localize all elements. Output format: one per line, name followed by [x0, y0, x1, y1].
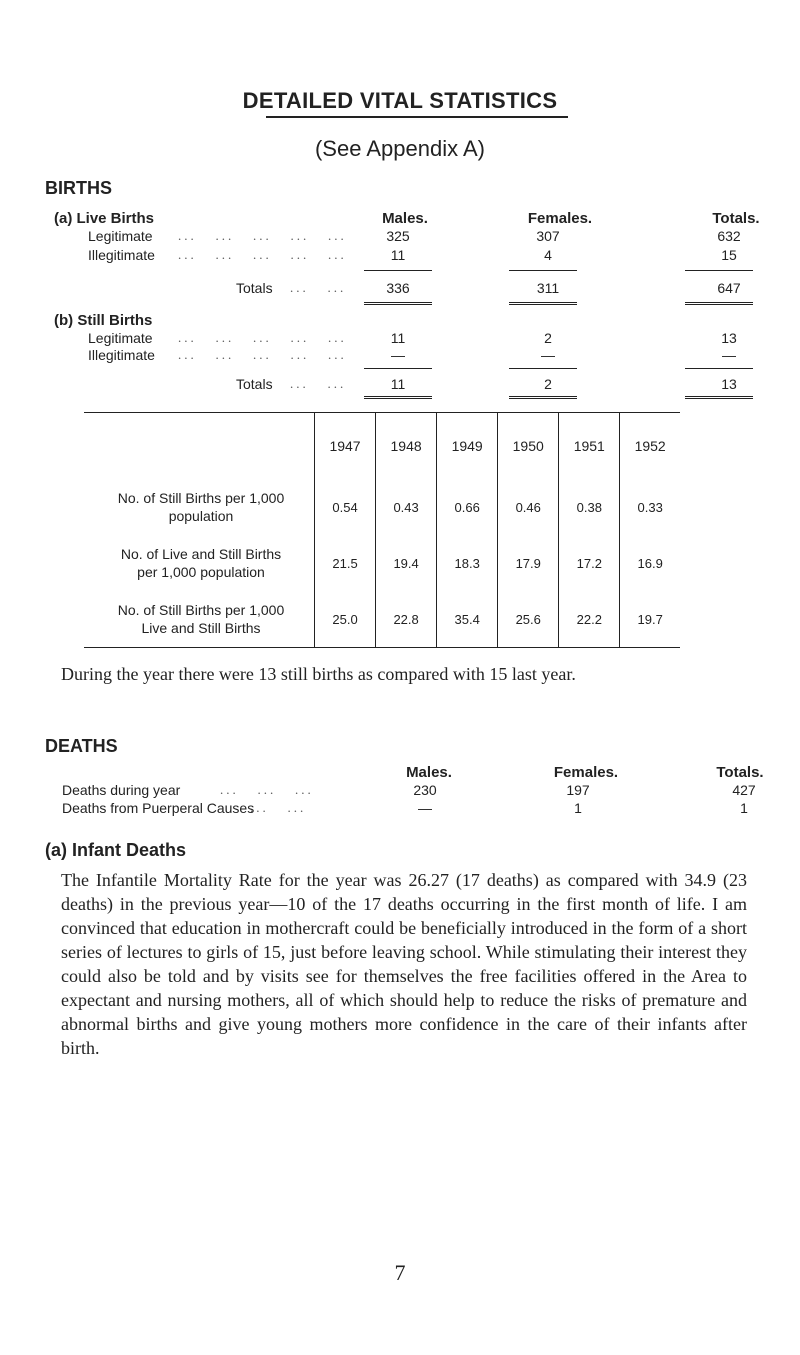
table-cell: 22.2	[559, 591, 620, 648]
deaths-during-year-label: Deaths during year	[62, 782, 181, 798]
still-totals-males: 11	[390, 376, 406, 392]
deaths-females-header: Females.	[553, 764, 619, 781]
deaths-during-year-females: 197	[566, 782, 590, 798]
deaths-heading: DEATHS	[45, 736, 118, 756]
table-cell: 21.5	[315, 535, 376, 591]
leader-dots: ... ...	[290, 280, 347, 295]
still-illegitimate-label: Illegitimate	[88, 347, 155, 363]
infant-deaths-paragraph: The Infantile Mortality Rate for the year was 26.27 (17 deaths) as compared with 34.9 (23 deaths) in the previous year—10 of the 17 deaths occurring in the first month of life. I am convinced that education in mothercraft could be beneficially introduced in the form of a short series of lectures to girls of 15, just before leaving school. While stimulating their interest they could also be told and by visits see for themselves the free facilities offered in the Area to expectant and nursing mothers, all of which should help to reduce the risks of premature and abnormal births and give young mothers more confidence in the care of their infants after birth.	[61, 870, 747, 1058]
table-cell: 19.7	[620, 591, 680, 648]
subtotal-rule	[509, 270, 577, 271]
still-totals-totals: 13	[721, 376, 737, 392]
live-births-heading: (a) Live Births	[54, 210, 155, 227]
total-double-rule	[509, 396, 577, 399]
subtotal-rule	[364, 368, 432, 369]
row-label	[84, 479, 315, 535]
live-legitimate-females: 307	[536, 228, 560, 244]
row-label-line: per 1,000 population	[137, 564, 265, 580]
table-row	[84, 591, 680, 648]
leader-dots: ... ... ... ... ...	[178, 228, 347, 243]
year-header: 1951	[559, 413, 620, 480]
leader-dots: ... ... ... ... ...	[178, 347, 347, 362]
still-birth-rates-table	[84, 412, 680, 648]
year-header: 1947	[315, 413, 376, 480]
table-cell: 0.43	[376, 479, 437, 535]
deaths-puerperal-males: —	[418, 800, 432, 816]
deaths-puerperal-females: 1	[574, 800, 582, 816]
total-double-rule	[685, 396, 753, 399]
year-header: 1948	[376, 413, 437, 480]
still-totals-label: Totals	[236, 376, 273, 392]
still-legitimate-label: Legitimate	[88, 330, 153, 346]
year-header: 1952	[620, 413, 680, 480]
subtotal-rule	[364, 270, 432, 271]
still-legitimate-totals: 13	[721, 330, 737, 346]
row-label-line: population	[168, 508, 234, 524]
births-heading: BIRTHS	[45, 178, 112, 198]
table-cell: 18.3	[437, 535, 498, 591]
table-cell: 25.6	[498, 591, 559, 648]
table-row	[84, 535, 680, 591]
total-double-rule	[364, 302, 432, 305]
table-cell: 35.4	[437, 591, 498, 648]
table-cell: 0.38	[559, 479, 620, 535]
still-illegitimate-totals: —	[722, 347, 736, 363]
subtotal-rule	[685, 368, 753, 369]
deaths-totals-header: Totals.	[716, 764, 764, 781]
infant-deaths-heading: (a) Infant Deaths	[45, 840, 187, 860]
year-header: 1949	[437, 413, 498, 480]
page-subtitle: (See Appendix A)	[314, 136, 485, 161]
deaths-males-header: Males.	[406, 764, 452, 781]
table-cell: 22.8	[376, 591, 437, 648]
live-totals-females: 311	[536, 280, 560, 296]
year-header: 1950	[498, 413, 559, 480]
leader-dots: ... ...	[250, 800, 307, 815]
births-males-header: Males.	[382, 210, 428, 227]
leader-dots: ... ...	[290, 376, 347, 391]
live-illegitimate-totals: 15	[721, 247, 737, 263]
live-illegitimate-label: Illegitimate	[88, 247, 155, 263]
page-title: DETAILED VITAL STATISTICS	[242, 88, 558, 113]
table-cell: 0.54	[315, 479, 376, 535]
table-cell: 17.9	[498, 535, 559, 591]
table-cell: 0.46	[498, 479, 559, 535]
live-totals-males: 336	[386, 280, 410, 296]
row-label-line: No. of Still Births per 1,000	[117, 602, 285, 618]
table-cell: 25.0	[315, 591, 376, 648]
live-legitimate-males: 325	[386, 228, 410, 244]
table-cell: 0.66	[437, 479, 498, 535]
deaths-during-year-totals: 427	[732, 782, 756, 798]
live-legitimate-label: Legitimate	[88, 228, 153, 244]
table-cell: 0.33	[620, 479, 680, 535]
still-illegitimate-females: —	[541, 347, 555, 363]
table-cell: 19.4	[376, 535, 437, 591]
still-births-note: During the year there were 13 still births as compared with 15 last year.	[61, 664, 576, 684]
births-females-header: Females.	[527, 210, 593, 227]
row-label-line: Live and Still Births	[141, 620, 261, 636]
still-totals-females: 2	[544, 376, 552, 392]
still-births-heading: (b) Still Births	[54, 312, 153, 329]
deaths-puerperal-label: Deaths from Puerperal Causes	[62, 800, 255, 816]
row-label-line: No. of Live and Still Births	[120, 546, 282, 562]
table-row	[84, 479, 680, 535]
leader-dots: ... ... ... ... ...	[178, 247, 347, 262]
total-double-rule	[685, 302, 753, 305]
still-legitimate-females: 2	[544, 330, 552, 346]
live-legitimate-totals: 632	[717, 228, 741, 244]
live-totals-totals: 647	[717, 280, 741, 296]
table-cell: 17.2	[559, 535, 620, 591]
total-double-rule	[509, 302, 577, 305]
table-corner	[84, 413, 315, 480]
live-illegitimate-males: 11	[390, 247, 406, 263]
row-label	[84, 591, 315, 648]
live-illegitimate-females: 4	[544, 247, 552, 263]
leader-dots: ... ... ...	[220, 782, 314, 797]
births-totals-header: Totals.	[712, 210, 760, 227]
leader-dots: ... ... ... ... ...	[178, 330, 347, 345]
deaths-puerperal-totals: 1	[740, 800, 748, 816]
row-label-line: No. of Still Births per 1,000	[117, 490, 285, 506]
subtotal-rule	[509, 368, 577, 369]
live-totals-label: Totals	[236, 280, 273, 296]
subtotal-rule	[685, 270, 753, 271]
total-double-rule	[364, 396, 432, 399]
table-cell: 16.9	[620, 535, 680, 591]
still-legitimate-males: 11	[390, 330, 406, 346]
deaths-during-year-males: 230	[413, 782, 437, 798]
page-number: 7	[394, 1260, 406, 1285]
still-illegitimate-males: —	[391, 347, 405, 363]
title-underline	[266, 116, 568, 118]
row-label	[84, 535, 315, 591]
